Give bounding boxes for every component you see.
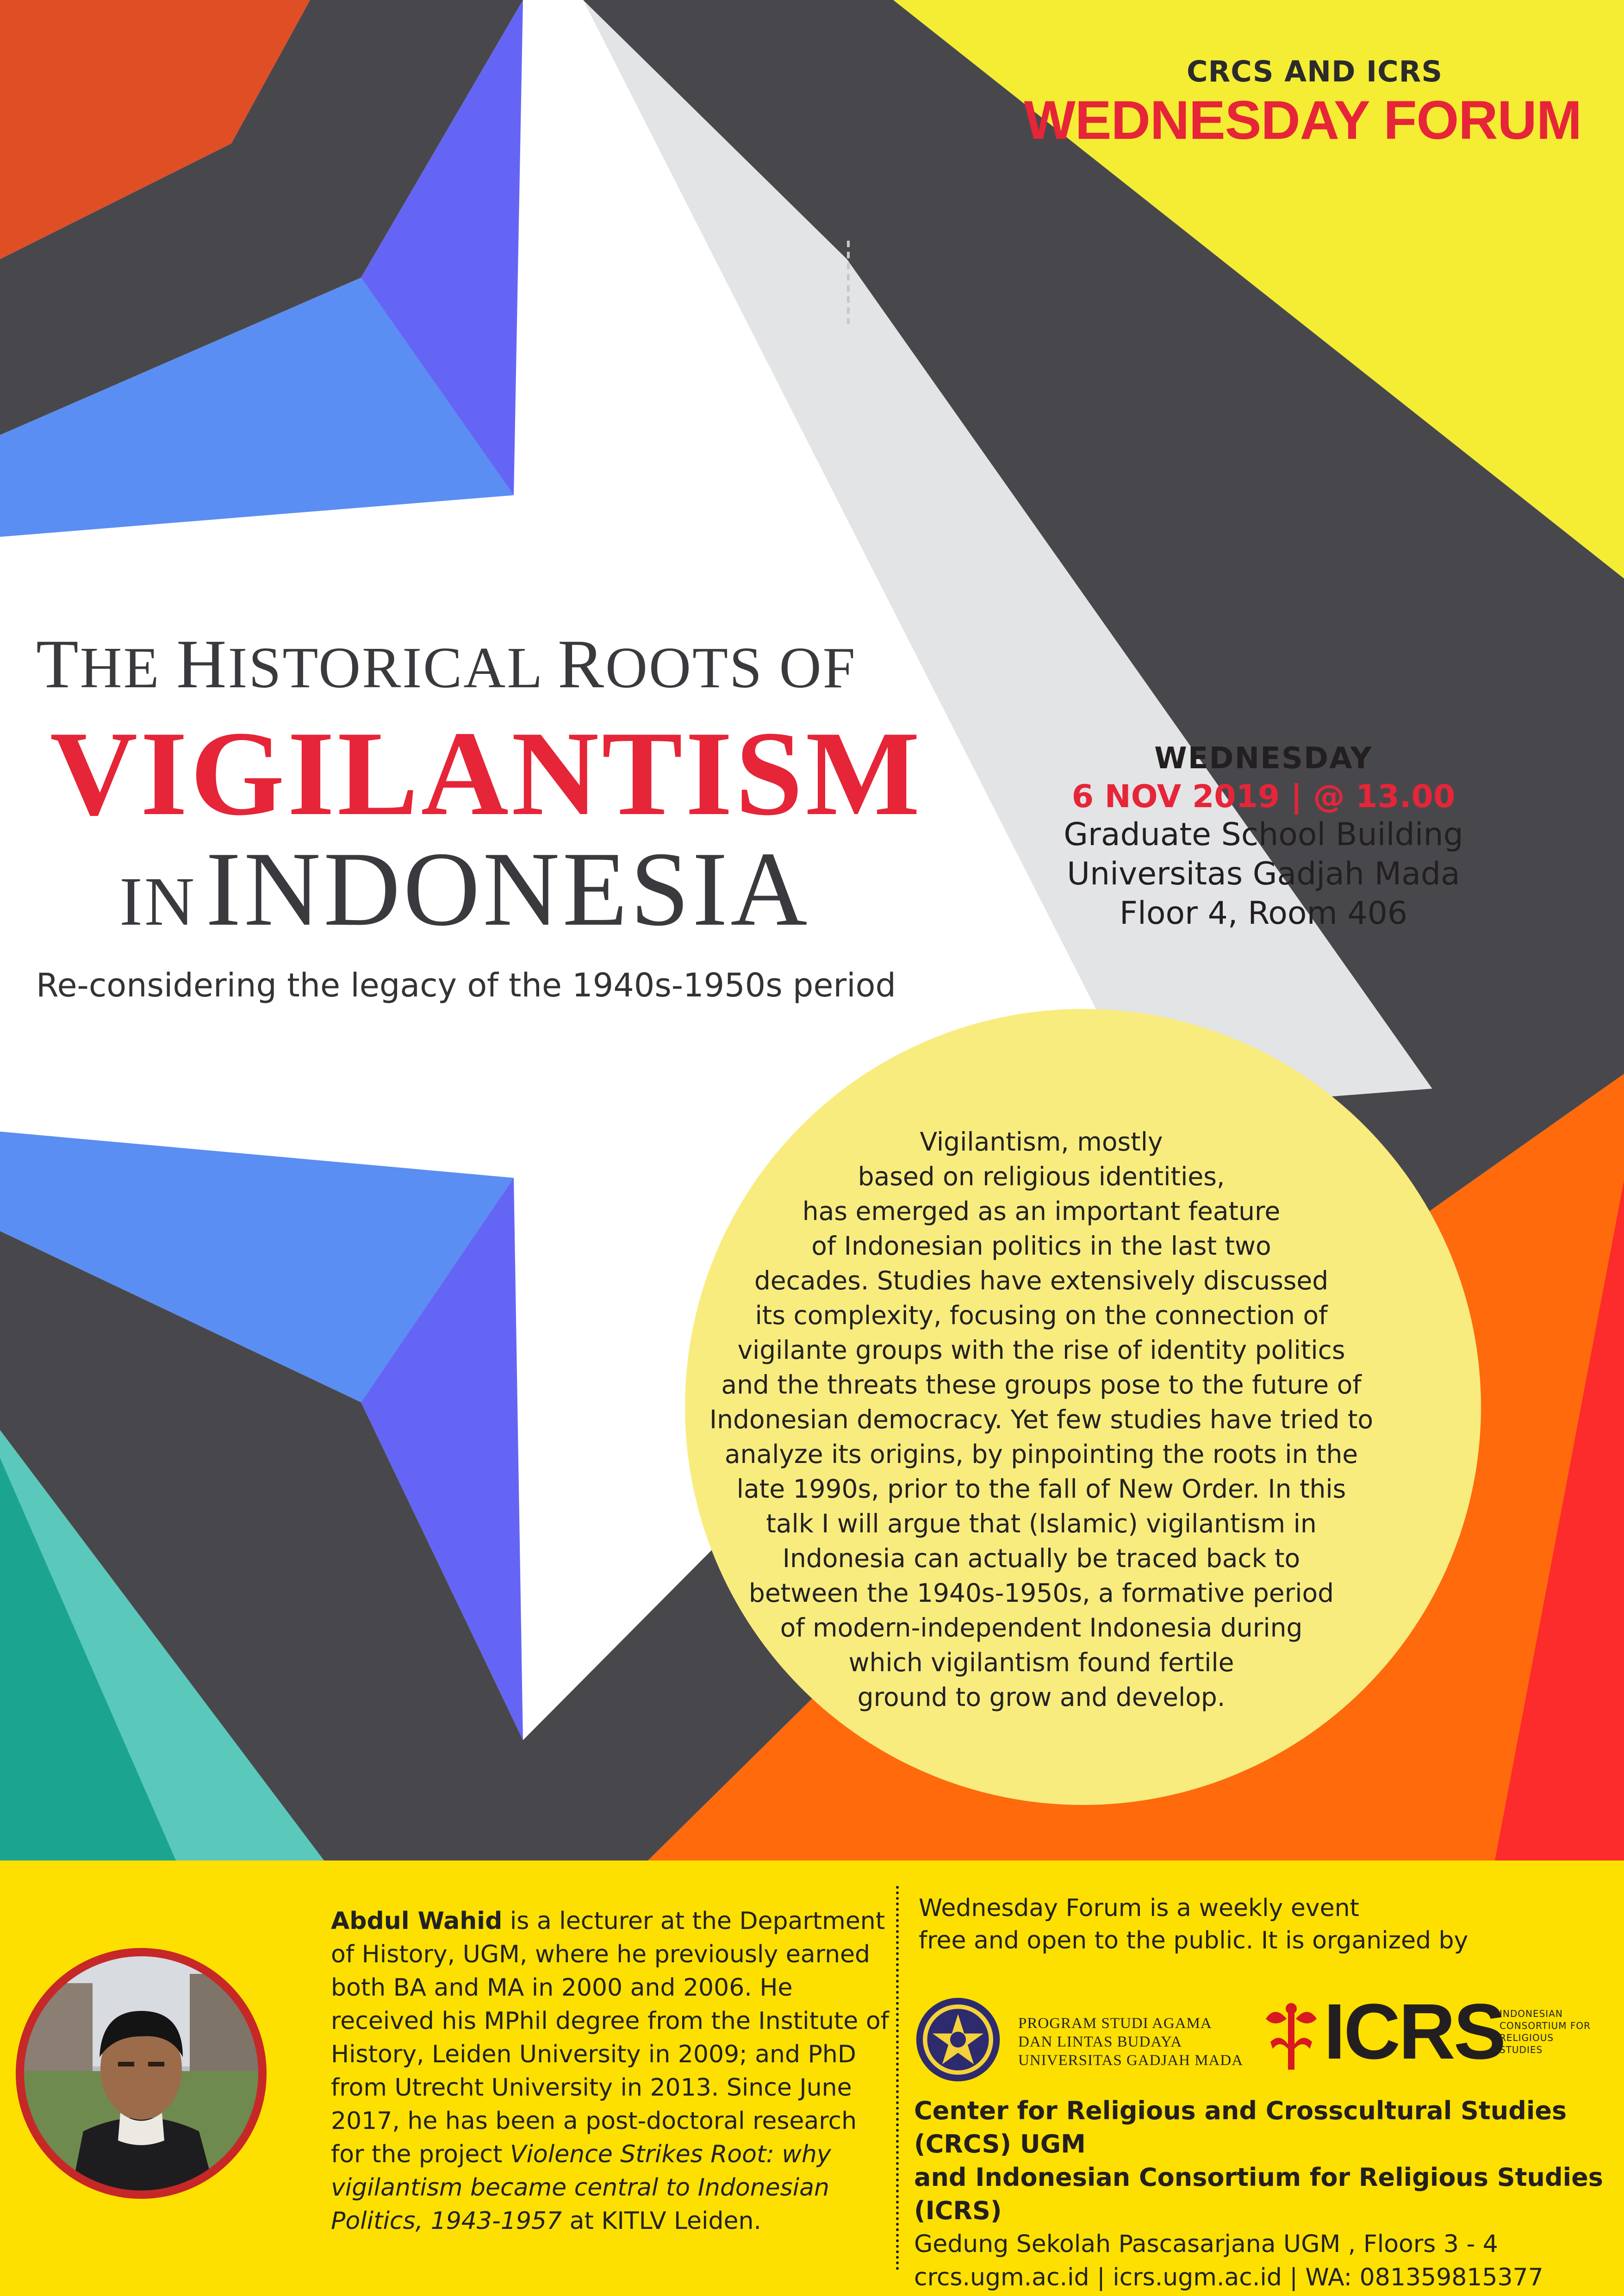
organizer-names (914, 2094, 1608, 2228)
abstract-line: between the 1940s-1950s, a formative period (748, 1578, 1334, 1608)
speaker-bio (331, 1904, 891, 2238)
about-line-2: free and open to the public. It is organized by (919, 1927, 1468, 1954)
dotted-divider (896, 1886, 899, 2270)
icrs-full-line: CONSORTIUM FOR (1500, 2020, 1591, 2031)
title-line-1 (36, 626, 1008, 703)
abstract-line: decades. Studies have extensively discussed (754, 1266, 1329, 1295)
title-line-3 (119, 830, 1008, 948)
title-initial-t: T (36, 626, 80, 703)
title-word-indonesia: INDONESIA (205, 830, 810, 948)
forum-header (980, 55, 1581, 149)
ugm-program-name (1018, 2014, 1259, 2070)
venue-building: Graduate School Building (1064, 816, 1463, 853)
abstract-line: which vigilantism found fertile (848, 1648, 1234, 1677)
venue-room: Floor 4, Room 406 (1119, 895, 1408, 932)
ugm-text-line: UNIVERSITAS GADJAH MADA (1018, 2052, 1244, 2069)
title-keyword: VIGILANTISM (50, 706, 923, 840)
title-word-in: IN (119, 863, 197, 940)
speaker-project-title: Violence Strikes Root: why vigilantism became central to Indonesian Politics, 1943-1957 (331, 2140, 831, 2235)
abstract-line: Indonesia can actually be traced back to (782, 1543, 1300, 1573)
talk-subtitle: Re-considering the legacy of the 1940s-1950s period (36, 966, 896, 1004)
abstract-line: and the threats these groups pose to the future of (721, 1370, 1362, 1400)
abstract-line: late 1990s, prior to the fall of New Order. In this (736, 1474, 1346, 1504)
abstract-line: Indonesian democracy. Yet few studies have tried to (709, 1405, 1374, 1434)
abstract-line: its complexity, focusing on the connection of (755, 1300, 1328, 1330)
abstract-line: of modern-independent Indonesia during (780, 1613, 1303, 1643)
abstract-line: Vigilantism, mostly (920, 1127, 1163, 1157)
speaker-bio-text: is a lecturer at the Department of History, UGM, where he previously earned both BA and MA in 2000 and 2006. He received his MPhil degree from the Institute of History, Leiden University in 2009; and PhD from Utrecht University in 2013. Since June 2017, he has been a post-doctoral research for the project (331, 1907, 889, 2168)
organizer-address: Gedung Sekolah Pascasarjana UGM , Floors 3 - 4 (914, 2230, 1498, 2258)
event-day: WEDNESDAY (1154, 741, 1373, 776)
title-word-roots-of: OOTS OF (605, 636, 857, 700)
organizer-contact: crcs.ugm.ac.id | icrs.ugm.ac.id | WA: 081359815377 (914, 2264, 1543, 2291)
title-word-the: HE (80, 636, 177, 700)
abstract-line: of Indonesian politics in the last two (811, 1231, 1271, 1261)
organizer-name-line-1: Center for Religious and Crosscultural Studies (CRCS) UGM (914, 2096, 1567, 2159)
event-date-time: 6 NOV 2019 | @ 13.00 (1071, 778, 1456, 815)
abstract-line: based on religious identities, (858, 1162, 1225, 1191)
organizer-name-line-2: and Indonesian Consortium for Religious Studies (ICRS) (914, 2163, 1603, 2225)
header-organizers: CRCS AND ICRS (1186, 55, 1443, 88)
forum-about (919, 1892, 1590, 1957)
speaker-photo (14, 1946, 268, 2201)
organizer-info (914, 2094, 1608, 2294)
speaker-name: Abdul Wahid (331, 1907, 503, 1935)
abstract-line: talk I will argue that (Islamic) vigilantism in (766, 1509, 1317, 1538)
ugm-text-line: DAN LINTAS BUDAYA (1018, 2034, 1182, 2050)
icrs-ornament-logo (1261, 2000, 1321, 2074)
abstract-line: has emerged as an important feature (802, 1196, 1281, 1226)
header-forum-title: WEDNESDAY FORUM (1024, 90, 1581, 151)
icrs-full-line: STUDIES (1500, 2044, 1543, 2055)
venue-university: Universitas Gadjah Mada (1067, 856, 1460, 892)
icrs-full-line: INDONESIAN (1500, 2008, 1563, 2019)
talk-title (36, 626, 1008, 1004)
title-initial-h: H (176, 626, 228, 703)
icrs-full-name (1500, 2008, 1592, 2056)
ugm-seal-logo (914, 1996, 1002, 2084)
icrs-wordmark: ICRS (1324, 1988, 1505, 2076)
about-line-1: Wednesday Forum is a weekly event (919, 1894, 1359, 1922)
speaker-bio-end: at KITLV Leiden. (562, 2207, 761, 2235)
event-details (1014, 741, 1513, 933)
icrs-full-line: RELIGIOUS (1500, 2032, 1554, 2043)
abstract (694, 1125, 1388, 1715)
abstract-line: vigilante groups with the rise of identity politics (737, 1335, 1345, 1365)
title-word-historical: ISTORICAL (228, 636, 558, 700)
title-initial-r: R (557, 626, 606, 703)
ugm-text-line: PROGRAM STUDI AGAMA (1018, 2015, 1212, 2032)
abstract-line: analyze its origins, by pinpointing the roots in the (724, 1439, 1358, 1469)
abstract-line: ground to grow and develop. (857, 1682, 1226, 1712)
